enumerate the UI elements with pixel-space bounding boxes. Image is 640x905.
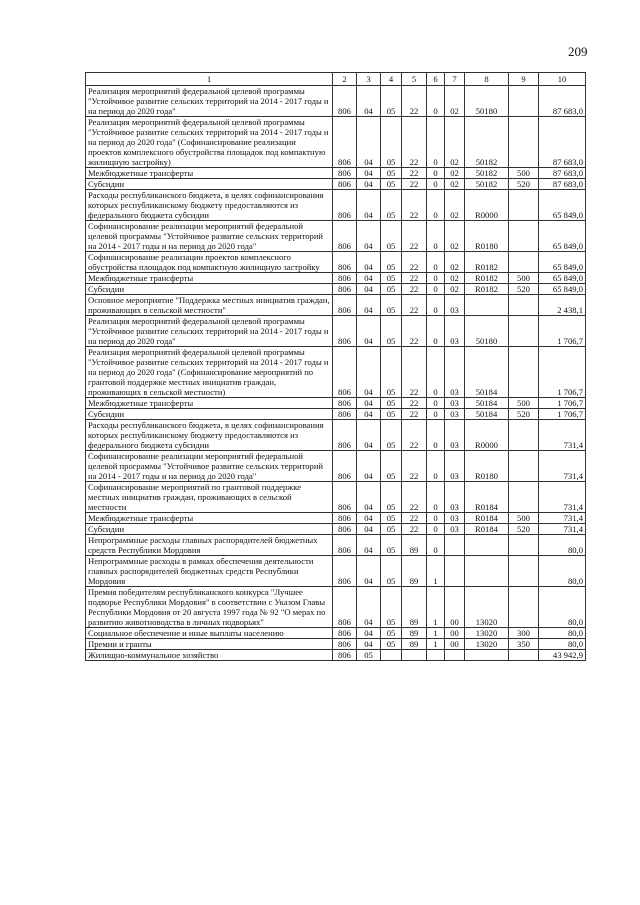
cell-program: 22 xyxy=(402,398,427,409)
cell-ministry-code: 806 xyxy=(333,284,357,295)
cell-description: Социальное обеспечение и иные выплаты населению xyxy=(86,628,333,639)
cell-event xyxy=(445,556,465,587)
cell-event: 00 xyxy=(445,628,465,639)
cell-ministry-code: 806 xyxy=(333,524,357,535)
cell-direction xyxy=(465,556,509,587)
cell-direction: 50180 xyxy=(465,86,509,117)
cell-ministry-code: 806 xyxy=(333,398,357,409)
cell-section: 04 xyxy=(357,482,381,513)
cell-ministry-code: 806 xyxy=(333,409,357,420)
cell-ministry-code: 806 xyxy=(333,513,357,524)
cell-description: Непрограммные расходы главных распорядителей бюджетных средств Республики Мордовия xyxy=(86,535,333,556)
cell-amount: 80,0 xyxy=(539,628,586,639)
cell-section: 04 xyxy=(357,347,381,398)
cell-amount: 65 849,0 xyxy=(539,284,586,295)
cell-subprogram: 0 xyxy=(427,316,445,347)
cell-event: 02 xyxy=(445,86,465,117)
cell-subprogram: 0 xyxy=(427,398,445,409)
cell-description: Софинансирование реализации мероприятий федеральной целевой программы "Устойчивое развитие сельских территорий на 2014 - 2017 годы и на период до 2020 года" xyxy=(86,221,333,252)
cell-event: 00 xyxy=(445,639,465,650)
cell-subsection: 05 xyxy=(381,117,402,168)
cell-section: 04 xyxy=(357,513,381,524)
cell-subprogram: 0 xyxy=(427,420,445,451)
cell-amount: 80,0 xyxy=(539,587,586,628)
cell-subprogram: 0 xyxy=(427,117,445,168)
cell-program: 22 xyxy=(402,347,427,398)
cell-section: 04 xyxy=(357,295,381,316)
cell-direction: R0182 xyxy=(465,273,509,284)
cell-subprogram xyxy=(427,650,445,661)
cell-amount: 80,0 xyxy=(539,535,586,556)
cell-ministry-code: 806 xyxy=(333,168,357,179)
cell-program: 22 xyxy=(402,179,427,190)
cell-program: 22 xyxy=(402,86,427,117)
cell-subprogram: 0 xyxy=(427,409,445,420)
cell-program: 22 xyxy=(402,252,427,273)
cell-section: 04 xyxy=(357,398,381,409)
cell-description: Жилищно-коммунальное хозяйство xyxy=(86,650,333,661)
cell-direction: R0184 xyxy=(465,513,509,524)
cell-event: 02 xyxy=(445,117,465,168)
budget-table xyxy=(85,72,586,661)
cell-description: Премии и гранты xyxy=(86,639,333,650)
cell-subprogram: 0 xyxy=(427,451,445,482)
page-number: 209 xyxy=(568,44,588,59)
cell-section: 04 xyxy=(357,409,381,420)
cell-direction: 50184 xyxy=(465,398,509,409)
table-row xyxy=(86,284,586,295)
cell-direction: R0184 xyxy=(465,524,509,535)
cell-expense-type: 350 xyxy=(509,639,539,650)
table-row xyxy=(86,252,586,273)
cell-program: 22 xyxy=(402,190,427,221)
cell-event: 03 xyxy=(445,451,465,482)
cell-amount: 87 683,0 xyxy=(539,117,586,168)
cell-section: 05 xyxy=(357,650,381,661)
cell-amount: 731,4 xyxy=(539,482,586,513)
col-header-10: 10 xyxy=(539,73,586,86)
cell-expense-type xyxy=(509,252,539,273)
cell-event: 02 xyxy=(445,273,465,284)
cell-program: 22 xyxy=(402,117,427,168)
cell-event: 03 xyxy=(445,398,465,409)
cell-event: 03 xyxy=(445,420,465,451)
cell-ministry-code: 806 xyxy=(333,86,357,117)
table-row xyxy=(86,587,586,628)
cell-expense-type: 520 xyxy=(509,409,539,420)
cell-direction: 50182 xyxy=(465,117,509,168)
cell-program: 22 xyxy=(402,409,427,420)
cell-direction: 50184 xyxy=(465,347,509,398)
cell-event: 02 xyxy=(445,284,465,295)
cell-expense-type: 520 xyxy=(509,179,539,190)
cell-expense-type xyxy=(509,117,539,168)
cell-ministry-code: 806 xyxy=(333,179,357,190)
table-row xyxy=(86,513,586,524)
cell-section: 04 xyxy=(357,420,381,451)
cell-subprogram: 0 xyxy=(427,273,445,284)
cell-section: 04 xyxy=(357,451,381,482)
cell-subsection: 05 xyxy=(381,513,402,524)
cell-direction: 50182 xyxy=(465,168,509,179)
cell-amount: 731,4 xyxy=(539,451,586,482)
cell-ministry-code: 806 xyxy=(333,295,357,316)
cell-description: Субсидии xyxy=(86,409,333,420)
cell-ministry-code: 806 xyxy=(333,587,357,628)
cell-direction: R0182 xyxy=(465,252,509,273)
cell-description: Расходы республиканского бюджета, в целях софинансирования которых республиканскому бюджету предоставляются из федерального бюджета субсидии xyxy=(86,190,333,221)
cell-direction xyxy=(465,295,509,316)
cell-direction: R0000 xyxy=(465,190,509,221)
cell-event: 03 xyxy=(445,513,465,524)
cell-expense-type xyxy=(509,295,539,316)
cell-subprogram: 0 xyxy=(427,482,445,513)
col-header-2: 2 xyxy=(333,73,357,86)
cell-direction: R0180 xyxy=(465,451,509,482)
cell-section: 04 xyxy=(357,639,381,650)
cell-amount: 1 706,7 xyxy=(539,409,586,420)
cell-subprogram: 0 xyxy=(427,347,445,398)
table-row xyxy=(86,316,586,347)
table-row xyxy=(86,535,586,556)
cell-section: 04 xyxy=(357,273,381,284)
cell-event: 03 xyxy=(445,316,465,347)
cell-event xyxy=(445,650,465,661)
cell-description: Непрограммные расходы в рамках обеспечения деятельности главных распорядителей бюджетных средств Республики Мордовия xyxy=(86,556,333,587)
table-row xyxy=(86,451,586,482)
table-row xyxy=(86,168,586,179)
cell-subprogram: 1 xyxy=(427,556,445,587)
cell-event: 02 xyxy=(445,221,465,252)
cell-section: 04 xyxy=(357,316,381,347)
cell-direction: R0182 xyxy=(465,284,509,295)
table-row xyxy=(86,295,586,316)
cell-amount: 1 706,7 xyxy=(539,316,586,347)
cell-program: 89 xyxy=(402,556,427,587)
cell-subsection: 05 xyxy=(381,482,402,513)
cell-direction: 50180 xyxy=(465,316,509,347)
cell-ministry-code: 806 xyxy=(333,556,357,587)
cell-event: 03 xyxy=(445,482,465,513)
cell-direction: R0180 xyxy=(465,221,509,252)
cell-section: 04 xyxy=(357,86,381,117)
cell-amount: 87 683,0 xyxy=(539,86,586,117)
cell-subsection: 05 xyxy=(381,451,402,482)
cell-subsection: 05 xyxy=(381,535,402,556)
cell-ministry-code: 806 xyxy=(333,347,357,398)
cell-description: Основное мероприятие "Поддержка местных инициатив граждан, проживающих в сельской местности" xyxy=(86,295,333,316)
cell-direction: 50184 xyxy=(465,409,509,420)
cell-amount: 731,4 xyxy=(539,524,586,535)
cell-event: 00 xyxy=(445,587,465,628)
cell-description: Субсидии xyxy=(86,179,333,190)
cell-ministry-code: 806 xyxy=(333,252,357,273)
cell-ministry-code: 806 xyxy=(333,650,357,661)
cell-description: Реализация мероприятий федеральной целевой программы "Устойчивое развитие сельских территорий на 2014 - 2017 годы и на период до 2020 года" (Софинансирование реализации проектов комплексного обустройства площадок под компактную жилищную застройку) xyxy=(86,117,333,168)
cell-program: 22 xyxy=(402,168,427,179)
table-row xyxy=(86,86,586,117)
cell-description: Межбюджетные трансферты xyxy=(86,273,333,284)
cell-subsection: 05 xyxy=(381,284,402,295)
cell-event: 03 xyxy=(445,524,465,535)
table-row xyxy=(86,556,586,587)
cell-section: 04 xyxy=(357,168,381,179)
cell-amount: 87 683,0 xyxy=(539,168,586,179)
col-header-4: 4 xyxy=(381,73,402,86)
cell-expense-type xyxy=(509,316,539,347)
cell-description: Расходы республиканского бюджета, в целях софинансирования которых республиканскому бюджету предоставляются из федерального бюджета субсидии xyxy=(86,420,333,451)
cell-expense-type xyxy=(509,420,539,451)
cell-ministry-code: 806 xyxy=(333,273,357,284)
col-header-7: 7 xyxy=(445,73,465,86)
cell-direction: 13020 xyxy=(465,639,509,650)
cell-expense-type xyxy=(509,650,539,661)
cell-amount: 65 849,0 xyxy=(539,252,586,273)
col-header-9: 9 xyxy=(509,73,539,86)
cell-program: 22 xyxy=(402,273,427,284)
cell-program: 89 xyxy=(402,535,427,556)
cell-subsection: 05 xyxy=(381,347,402,398)
table-row xyxy=(86,628,586,639)
cell-description: Софинансирование мероприятий по грантовой поддержке местных инициатив граждан, проживающих в сельской местности xyxy=(86,482,333,513)
table-row xyxy=(86,420,586,451)
cell-expense-type xyxy=(509,86,539,117)
cell-amount: 80,0 xyxy=(539,639,586,650)
cell-subsection: 05 xyxy=(381,221,402,252)
cell-event: 03 xyxy=(445,347,465,398)
cell-expense-type xyxy=(509,221,539,252)
cell-expense-type xyxy=(509,556,539,587)
cell-section: 04 xyxy=(357,117,381,168)
cell-expense-type: 520 xyxy=(509,524,539,535)
cell-description: Софинансирование реализации мероприятий федеральной целевой программы "Устойчивое развитие сельских территорий на 2014 - 2017 годы и на период до 2020 года" xyxy=(86,451,333,482)
cell-subprogram: 1 xyxy=(427,639,445,650)
table-row xyxy=(86,273,586,284)
cell-ministry-code: 806 xyxy=(333,535,357,556)
cell-section: 04 xyxy=(357,221,381,252)
cell-event xyxy=(445,535,465,556)
cell-direction xyxy=(465,650,509,661)
cell-expense-type xyxy=(509,482,539,513)
cell-expense-type xyxy=(509,535,539,556)
cell-direction: 13020 xyxy=(465,587,509,628)
cell-program: 22 xyxy=(402,284,427,295)
cell-description: Реализация мероприятий федеральной целевой программы "Устойчивое развитие сельских территорий на 2014 - 2017 годы и на период до 2020 года" xyxy=(86,316,333,347)
cell-expense-type: 500 xyxy=(509,513,539,524)
cell-expense-type xyxy=(509,451,539,482)
cell-subsection: 05 xyxy=(381,316,402,347)
cell-subprogram: 1 xyxy=(427,587,445,628)
table-row xyxy=(86,117,586,168)
header-row xyxy=(86,73,586,86)
cell-amount: 731,4 xyxy=(539,513,586,524)
col-header-8: 8 xyxy=(465,73,509,86)
cell-subsection: 05 xyxy=(381,273,402,284)
cell-amount: 731,4 xyxy=(539,420,586,451)
cell-description: Субсидии xyxy=(86,524,333,535)
cell-subsection: 05 xyxy=(381,556,402,587)
table-row xyxy=(86,347,586,398)
cell-description: Субсидии xyxy=(86,284,333,295)
cell-program xyxy=(402,650,427,661)
cell-subsection xyxy=(381,650,402,661)
cell-description: Реализация мероприятий федеральной целевой программы "Устойчивое развитие сельских территорий на 2014 - 2017 годы и на период до 2020 года" (Софинансирование мероприятий по грантовой поддержке местных инициатив граждан, проживающих в сельской местности) xyxy=(86,347,333,398)
col-header-5: 5 xyxy=(402,73,427,86)
cell-amount: 1 706,7 xyxy=(539,398,586,409)
cell-expense-type: 500 xyxy=(509,398,539,409)
cell-ministry-code: 806 xyxy=(333,420,357,451)
cell-subprogram: 1 xyxy=(427,628,445,639)
cell-event: 03 xyxy=(445,295,465,316)
cell-amount: 2 438,1 xyxy=(539,295,586,316)
cell-expense-type: 520 xyxy=(509,284,539,295)
table-row xyxy=(86,650,586,661)
cell-ministry-code: 806 xyxy=(333,117,357,168)
cell-ministry-code: 806 xyxy=(333,628,357,639)
cell-expense-type: 500 xyxy=(509,168,539,179)
cell-subsection: 05 xyxy=(381,524,402,535)
cell-subsection: 05 xyxy=(381,409,402,420)
cell-subsection: 05 xyxy=(381,190,402,221)
cell-amount: 65 849,0 xyxy=(539,221,586,252)
table-row xyxy=(86,190,586,221)
cell-description: Межбюджетные трансферты xyxy=(86,168,333,179)
table-row xyxy=(86,179,586,190)
cell-program: 89 xyxy=(402,639,427,650)
cell-program: 22 xyxy=(402,524,427,535)
cell-subprogram: 0 xyxy=(427,535,445,556)
cell-direction: 13020 xyxy=(465,628,509,639)
cell-event: 03 xyxy=(445,409,465,420)
cell-amount: 65 849,0 xyxy=(539,273,586,284)
cell-program: 22 xyxy=(402,513,427,524)
cell-subsection: 05 xyxy=(381,168,402,179)
cell-amount: 87 683,0 xyxy=(539,179,586,190)
cell-direction: 50182 xyxy=(465,179,509,190)
cell-subprogram: 0 xyxy=(427,221,445,252)
cell-subprogram: 0 xyxy=(427,179,445,190)
table-row xyxy=(86,482,586,513)
cell-expense-type: 500 xyxy=(509,273,539,284)
col-header-6: 6 xyxy=(427,73,445,86)
table-row xyxy=(86,398,586,409)
cell-amount: 80,0 xyxy=(539,556,586,587)
cell-section: 04 xyxy=(357,252,381,273)
cell-description: Реализация мероприятий федеральной целевой программы "Устойчивое развитие сельских территорий на 2014 - 2017 годы и на период до 2020 года" xyxy=(86,86,333,117)
cell-program: 89 xyxy=(402,628,427,639)
cell-subsection: 05 xyxy=(381,420,402,451)
cell-description: Премия победителям республиканского конкурса "Лучшее подворье Республики Мордовия" в соответствии с Указом Главы Республики Мордовия от 20 августа 1997 года № 92 "О мерах по развитию животноводства в личных подворьях" xyxy=(86,587,333,628)
cell-section: 04 xyxy=(357,284,381,295)
cell-event: 02 xyxy=(445,190,465,221)
cell-ministry-code: 806 xyxy=(333,221,357,252)
cell-subsection: 05 xyxy=(381,179,402,190)
cell-section: 04 xyxy=(357,587,381,628)
cell-description: Межбюджетные трансферты xyxy=(86,398,333,409)
cell-direction: R0184 xyxy=(465,482,509,513)
cell-ministry-code: 806 xyxy=(333,190,357,221)
cell-subprogram: 0 xyxy=(427,513,445,524)
cell-expense-type xyxy=(509,587,539,628)
cell-subsection: 05 xyxy=(381,86,402,117)
table-row xyxy=(86,409,586,420)
cell-expense-type: 300 xyxy=(509,628,539,639)
table-row xyxy=(86,221,586,252)
cell-section: 04 xyxy=(357,179,381,190)
cell-section: 04 xyxy=(357,535,381,556)
table-row xyxy=(86,524,586,535)
cell-subprogram: 0 xyxy=(427,168,445,179)
cell-program: 89 xyxy=(402,587,427,628)
cell-subsection: 05 xyxy=(381,639,402,650)
cell-subprogram: 0 xyxy=(427,295,445,316)
cell-section: 04 xyxy=(357,628,381,639)
cell-amount: 1 706,7 xyxy=(539,347,586,398)
cell-ministry-code: 806 xyxy=(333,316,357,347)
col-header-3: 3 xyxy=(357,73,381,86)
cell-ministry-code: 806 xyxy=(333,482,357,513)
cell-section: 04 xyxy=(357,190,381,221)
cell-subsection: 05 xyxy=(381,295,402,316)
cell-subsection: 05 xyxy=(381,628,402,639)
cell-program: 22 xyxy=(402,295,427,316)
cell-program: 22 xyxy=(402,420,427,451)
cell-expense-type xyxy=(509,347,539,398)
cell-subprogram: 0 xyxy=(427,252,445,273)
cell-program: 22 xyxy=(402,221,427,252)
cell-program: 22 xyxy=(402,316,427,347)
cell-event: 02 xyxy=(445,168,465,179)
cell-event: 02 xyxy=(445,179,465,190)
cell-program: 22 xyxy=(402,451,427,482)
cell-subprogram: 0 xyxy=(427,86,445,117)
cell-ministry-code: 806 xyxy=(333,639,357,650)
cell-description: Межбюджетные трансферты xyxy=(86,513,333,524)
cell-subprogram: 0 xyxy=(427,284,445,295)
cell-direction xyxy=(465,535,509,556)
cell-program: 22 xyxy=(402,482,427,513)
cell-ministry-code: 806 xyxy=(333,451,357,482)
cell-subprogram: 0 xyxy=(427,190,445,221)
cell-amount: 43 942,9 xyxy=(539,650,586,661)
cell-amount: 65 849,0 xyxy=(539,190,586,221)
cell-subsection: 05 xyxy=(381,587,402,628)
col-header-1: 1 xyxy=(86,73,333,86)
cell-direction: R0000 xyxy=(465,420,509,451)
cell-description: Софинансирование реализации проектов комплексного обустройства площадок под компактную жилищную застройку xyxy=(86,252,333,273)
cell-subsection: 05 xyxy=(381,398,402,409)
cell-expense-type xyxy=(509,190,539,221)
cell-section: 04 xyxy=(357,524,381,535)
cell-subprogram: 0 xyxy=(427,524,445,535)
cell-subsection: 05 xyxy=(381,252,402,273)
table-row xyxy=(86,639,586,650)
cell-event: 02 xyxy=(445,252,465,273)
cell-section: 04 xyxy=(357,556,381,587)
